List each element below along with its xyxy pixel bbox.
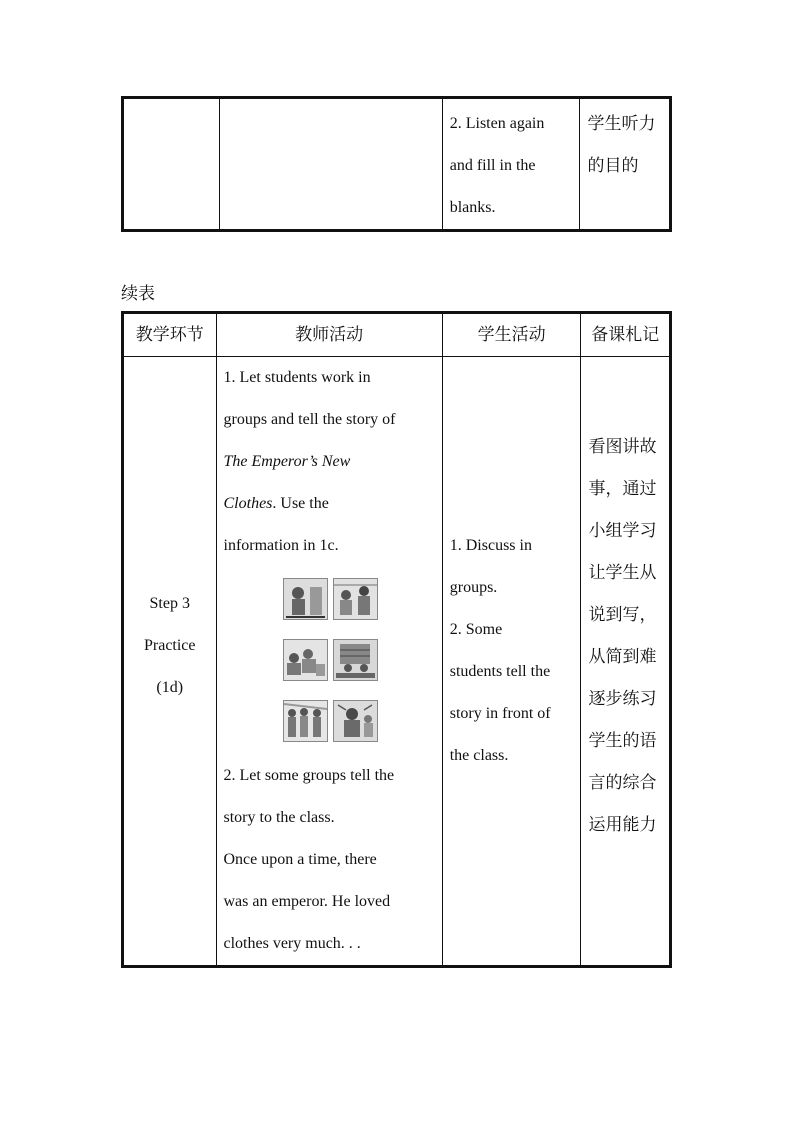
student-line: the class. <box>449 747 509 764</box>
top-teacher-cell <box>219 98 442 231</box>
notes-line: 小组学习 <box>588 521 657 541</box>
notes-line: 学生的语 <box>588 731 657 751</box>
notes-line: 从简到难 <box>588 647 657 667</box>
story-picture-6 <box>333 700 378 742</box>
notes-line: 言的综合 <box>588 773 657 793</box>
story-picture-2 <box>333 578 378 620</box>
table-row <box>123 357 671 967</box>
header-step: 教学环节 <box>135 325 204 345</box>
story-picture-3 <box>283 639 328 681</box>
teacher-line: was an emperor. He loved <box>223 893 391 910</box>
top-student-line: and fill in the <box>449 157 536 174</box>
teacher-line: story to the class. <box>223 809 335 826</box>
notes-line: 看图讲故 <box>588 437 657 457</box>
top-notes-line: 的目的 <box>587 156 639 176</box>
teacher-line <box>224 441 438 483</box>
header-student: 学生活动 <box>442 313 581 357</box>
student-cell <box>442 357 581 967</box>
teacher-line: 1. Let students work in <box>223 369 371 386</box>
step-line: Step 3 <box>149 595 190 612</box>
student-line: 2. Some <box>449 621 503 638</box>
teacher-line: Once upon a time, there <box>223 851 377 868</box>
story-pictures <box>224 578 438 742</box>
teacher-text: . Use the <box>272 495 329 512</box>
teacher-line: 2. Let some groups tell the <box>223 767 395 784</box>
teacher-line: information in 1c. <box>223 537 339 554</box>
table-header-row <box>123 313 671 357</box>
student-line: 1. Discuss in <box>449 537 532 554</box>
story-title: Clothes <box>223 495 273 512</box>
step-line: Practice <box>143 637 196 654</box>
top-notes-line: 学生听力 <box>587 114 656 134</box>
notes-cell <box>581 357 671 967</box>
teacher-line: clothes very much. . . <box>223 935 361 952</box>
story-picture-4 <box>333 639 378 681</box>
top-student-line: blanks. <box>449 199 496 216</box>
continued-caption: 续表 <box>121 284 155 304</box>
story-picture-5 <box>283 700 328 742</box>
notes-line: 让学生从 <box>588 563 657 583</box>
top-student-cell <box>442 98 580 231</box>
teacher-line <box>224 483 438 525</box>
header-notes: 备课札记 <box>581 313 671 357</box>
top-notes-cell <box>580 98 671 231</box>
header-teacher: 教师活动 <box>216 313 442 357</box>
teacher-line: groups and tell the story of <box>223 411 396 428</box>
lesson-plan-table <box>121 311 672 968</box>
notes-line: 运用能力 <box>588 815 657 835</box>
top-step-cell <box>123 98 220 231</box>
step-cell <box>123 357 217 967</box>
notes-line: 逐步练习 <box>588 689 657 709</box>
step-line: (1d) <box>156 679 184 696</box>
story-picture-1 <box>283 578 328 620</box>
notes-line: 事，通过 <box>588 479 657 499</box>
teacher-cell <box>216 357 442 967</box>
story-title: The Emperor’s New <box>223 453 351 470</box>
continued-table-top <box>121 96 672 232</box>
student-line: story in front of <box>449 705 551 722</box>
student-line: students tell the <box>449 663 551 680</box>
notes-line: 说到写， <box>588 605 657 625</box>
student-line: groups. <box>449 579 498 596</box>
top-student-line: 2. Listen again <box>449 115 545 132</box>
